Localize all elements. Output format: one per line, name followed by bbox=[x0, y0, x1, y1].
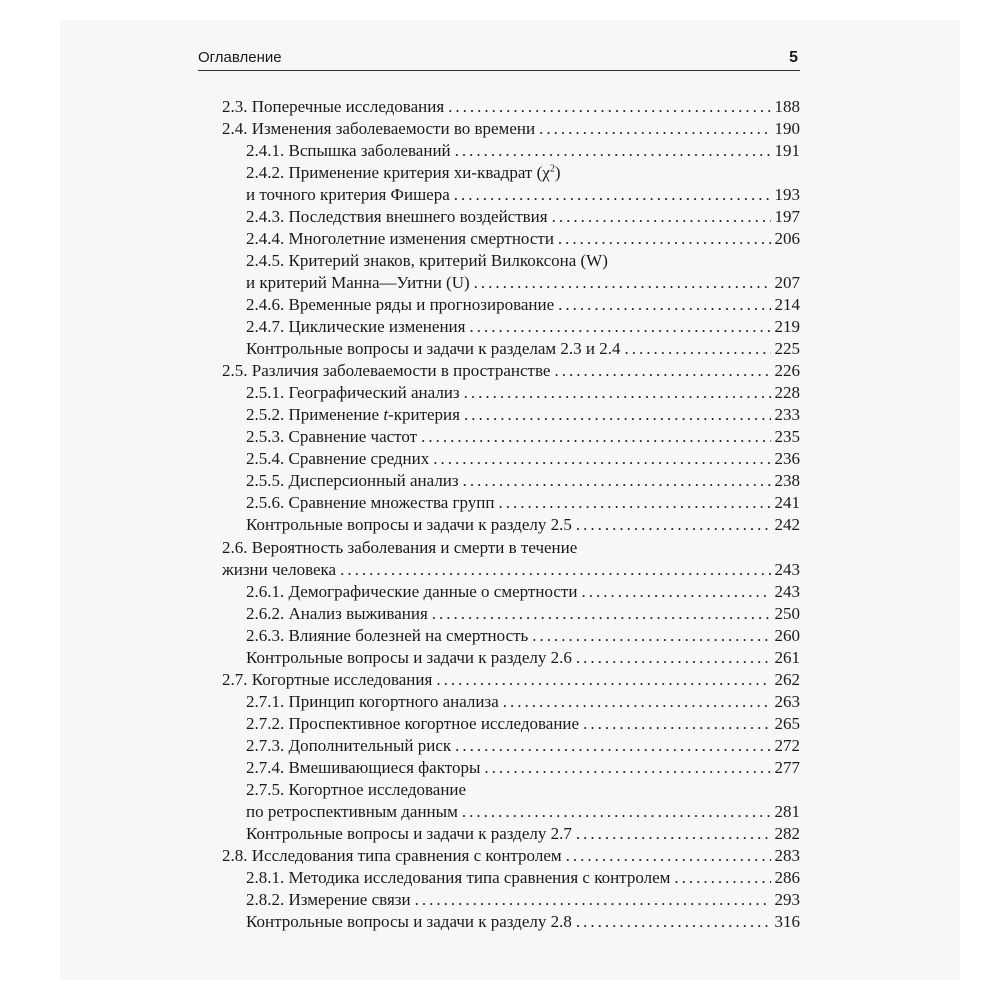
toc-entry: 2.8.1. Методика исследования типа сравнения с контролем ..... 286 bbox=[246, 867, 800, 889]
toc-entry: жизни человека ..... 243 bbox=[222, 559, 800, 581]
toc-entry-first-line: 2.4.5. Критерий знаков, критерий Вилкоксона (W) bbox=[246, 251, 608, 270]
toc-entry: 2.7.1. Принцип когортного анализа ..... 263 bbox=[246, 691, 800, 713]
toc-entry: Контрольные вопросы и задачи к разделу 2.7 ..... 282 bbox=[246, 823, 800, 845]
toc-entry: 2.5.3. Сравнение частот ..... 235 bbox=[246, 426, 800, 448]
toc-entry: 2.5.5. Дисперсионный анализ ..... 238 bbox=[246, 470, 800, 492]
toc-entry: 2.7. Когортные исследования ..... 262 bbox=[222, 669, 800, 691]
toc-entry: 2.7.3. Дополнительный риск ..... 272 bbox=[246, 735, 800, 757]
toc-entry: 2.8.2. Измерение связи ..... 293 bbox=[246, 889, 800, 911]
toc-entry: Контрольные вопросы и задачи к разделу 2.5 ..... 242 bbox=[246, 514, 800, 536]
toc-entry: 2.6.1. Демографические данные о смертности ..... 243 bbox=[246, 581, 800, 603]
toc-entry-first-line: 2.7.5. Когортное исследование bbox=[246, 780, 467, 799]
toc-entry: 2.7.2. Проспективное когортное исследование ..... 265 bbox=[246, 713, 800, 735]
toc-entry: и точного критерия Фишера ..... 193 bbox=[246, 184, 800, 206]
toc-entry: 2.4.1. Вспышка заболеваний ..... 191 bbox=[246, 140, 800, 162]
toc-entry: 2.6.2. Анализ выживания ..... 250 bbox=[246, 603, 800, 625]
toc-entry: 2.7.4. Вмешивающиеся факторы ..... 277 bbox=[246, 757, 800, 779]
toc-entry: по ретроспективным данным ..... 281 bbox=[246, 801, 800, 823]
toc-entry: 2.4. Изменения заболеваемости во времени ..... 190 bbox=[222, 118, 800, 140]
toc-entry: 2.3. Поперечные исследования ..... 188 bbox=[222, 96, 800, 118]
toc-entry: 2.8. Исследования типа сравнения с контролем ..... 283 bbox=[222, 845, 800, 867]
toc-entry: 2.5.1. Географический анализ ..... 228 bbox=[246, 382, 800, 404]
toc-entry: 2.6.3. Влияние болезней на смертность ..... 260 bbox=[246, 625, 800, 647]
toc-entry: 2.5.2. Применение t-критерия ..... 233 bbox=[246, 404, 800, 426]
toc-entry: 2.4.7. Циклические изменения ..... 219 bbox=[246, 316, 800, 338]
toc-entry: 2.4.6. Временные ряды и прогнозирование ..... 214 bbox=[246, 294, 800, 316]
toc-entry: 2.4.3. Последствия внешнего воздействия ..... 197 bbox=[246, 206, 800, 228]
toc-entry: Контрольные вопросы и задачи к разделу 2.8 ..... 316 bbox=[246, 911, 800, 933]
toc-entry: и критерий Манна—Уитни (U) ..... 207 bbox=[246, 272, 800, 294]
toc-entry-first-line: 2.4.2. Применение критерия хи-квадрат $(\chi^2)$ bbox=[246, 163, 561, 182]
toc-entry: 2.5. Различия заболеваемости в пространстве ..... 226 bbox=[222, 360, 800, 382]
toc-entry: Контрольные вопросы и задачи к разделу 2.6 ..... 261 bbox=[246, 647, 800, 669]
toc-entry: 2.4.4. Многолетние изменения смертности ..... 206 bbox=[246, 228, 800, 250]
header-title: Оглавление bbox=[198, 49, 282, 66]
toc-entry: Контрольные вопросы и задачи к разделам 2.3 и 2.4 ..... 225 bbox=[246, 338, 800, 360]
toc-entry: 2.5.6. Сравнение множества групп ..... 241 bbox=[246, 492, 800, 514]
page-number: 5 bbox=[789, 49, 798, 66]
toc-entry: 2.5.4. Сравнение средних ..... 236 bbox=[246, 448, 800, 470]
toc-entry-first-line: 2.6. Вероятность заболевания и смерти в течение bbox=[222, 538, 578, 557]
